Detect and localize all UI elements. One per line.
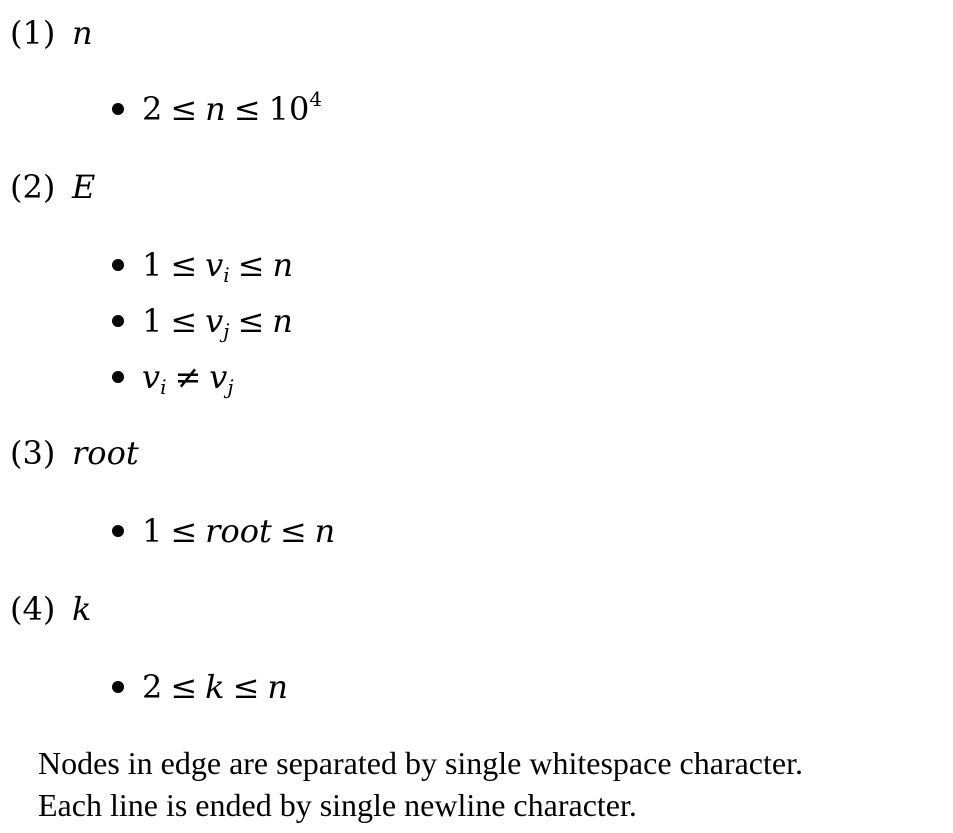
- item-1-heading: [10, 13, 93, 53]
- constraint-vi-range: [112, 245, 293, 285]
- item-1-variable: n: [72, 14, 93, 52]
- item-4-number: (4): [10, 590, 56, 628]
- bullet-icon: [112, 103, 124, 115]
- item-2-heading: [10, 167, 95, 207]
- bullet-icon: [112, 681, 124, 693]
- math-le: ≤: [170, 302, 198, 340]
- item-3-variable: root: [72, 434, 139, 472]
- math-le: ≤: [232, 668, 260, 706]
- math-le: ≤: [237, 302, 265, 340]
- math-root: root: [205, 512, 272, 550]
- math-subscript-j: j: [223, 319, 230, 343]
- math-two: 2: [142, 668, 163, 706]
- math-n: n: [272, 302, 293, 340]
- constraint-vi-ne-vj: [112, 357, 234, 397]
- math-le: ≤: [233, 90, 261, 128]
- item-1-number: (1): [10, 14, 56, 52]
- math-one: 1: [142, 512, 163, 550]
- note-separator: Nodes in edge are separated by single whitespace character.: [38, 745, 803, 781]
- math-one: 1: [142, 246, 163, 284]
- item-2-variable: E: [72, 168, 96, 206]
- math-ten: 10: [268, 90, 310, 128]
- bullet-icon: [112, 371, 124, 383]
- bullet-icon: [112, 259, 124, 271]
- item-3-number: (3): [10, 434, 56, 472]
- math-subscript-i: i: [223, 263, 230, 287]
- math-le: ≤: [170, 90, 198, 128]
- note-newline: Each line is ended by single newline character.: [38, 787, 637, 823]
- math-n: n: [272, 246, 294, 284]
- math-v: v: [209, 358, 228, 396]
- bullet-icon: [112, 525, 124, 537]
- math-le: ≤: [170, 668, 198, 706]
- constraint-k-range: [112, 667, 288, 707]
- item-4-heading: [10, 589, 91, 629]
- constraint-n-range: [112, 89, 322, 129]
- math-n: n: [267, 668, 288, 706]
- math-exponent: 4: [309, 87, 323, 111]
- math-v: v: [205, 246, 224, 284]
- math-ne: ≠: [174, 358, 202, 396]
- math-subscript-i: i: [160, 375, 167, 399]
- math-le: ≤: [170, 246, 198, 284]
- math-one: 1: [142, 302, 163, 340]
- math-v: v: [142, 358, 161, 396]
- math-v: v: [205, 302, 224, 340]
- math-le: ≤: [279, 512, 307, 550]
- math-le: ≤: [237, 246, 265, 284]
- constraint-vj-range: [112, 301, 293, 341]
- item-4-variable: k: [72, 590, 92, 628]
- math-le: ≤: [170, 512, 198, 550]
- math-n: n: [314, 512, 336, 550]
- math-subscript-j: j: [227, 375, 234, 399]
- item-3-heading: [10, 433, 139, 473]
- math-k: k: [205, 668, 225, 706]
- constraint-root-range: [112, 511, 335, 551]
- math-two: 2: [142, 90, 163, 128]
- bullet-icon: [112, 315, 124, 327]
- math-n: n: [205, 90, 226, 128]
- item-2-number: (2): [10, 168, 56, 206]
